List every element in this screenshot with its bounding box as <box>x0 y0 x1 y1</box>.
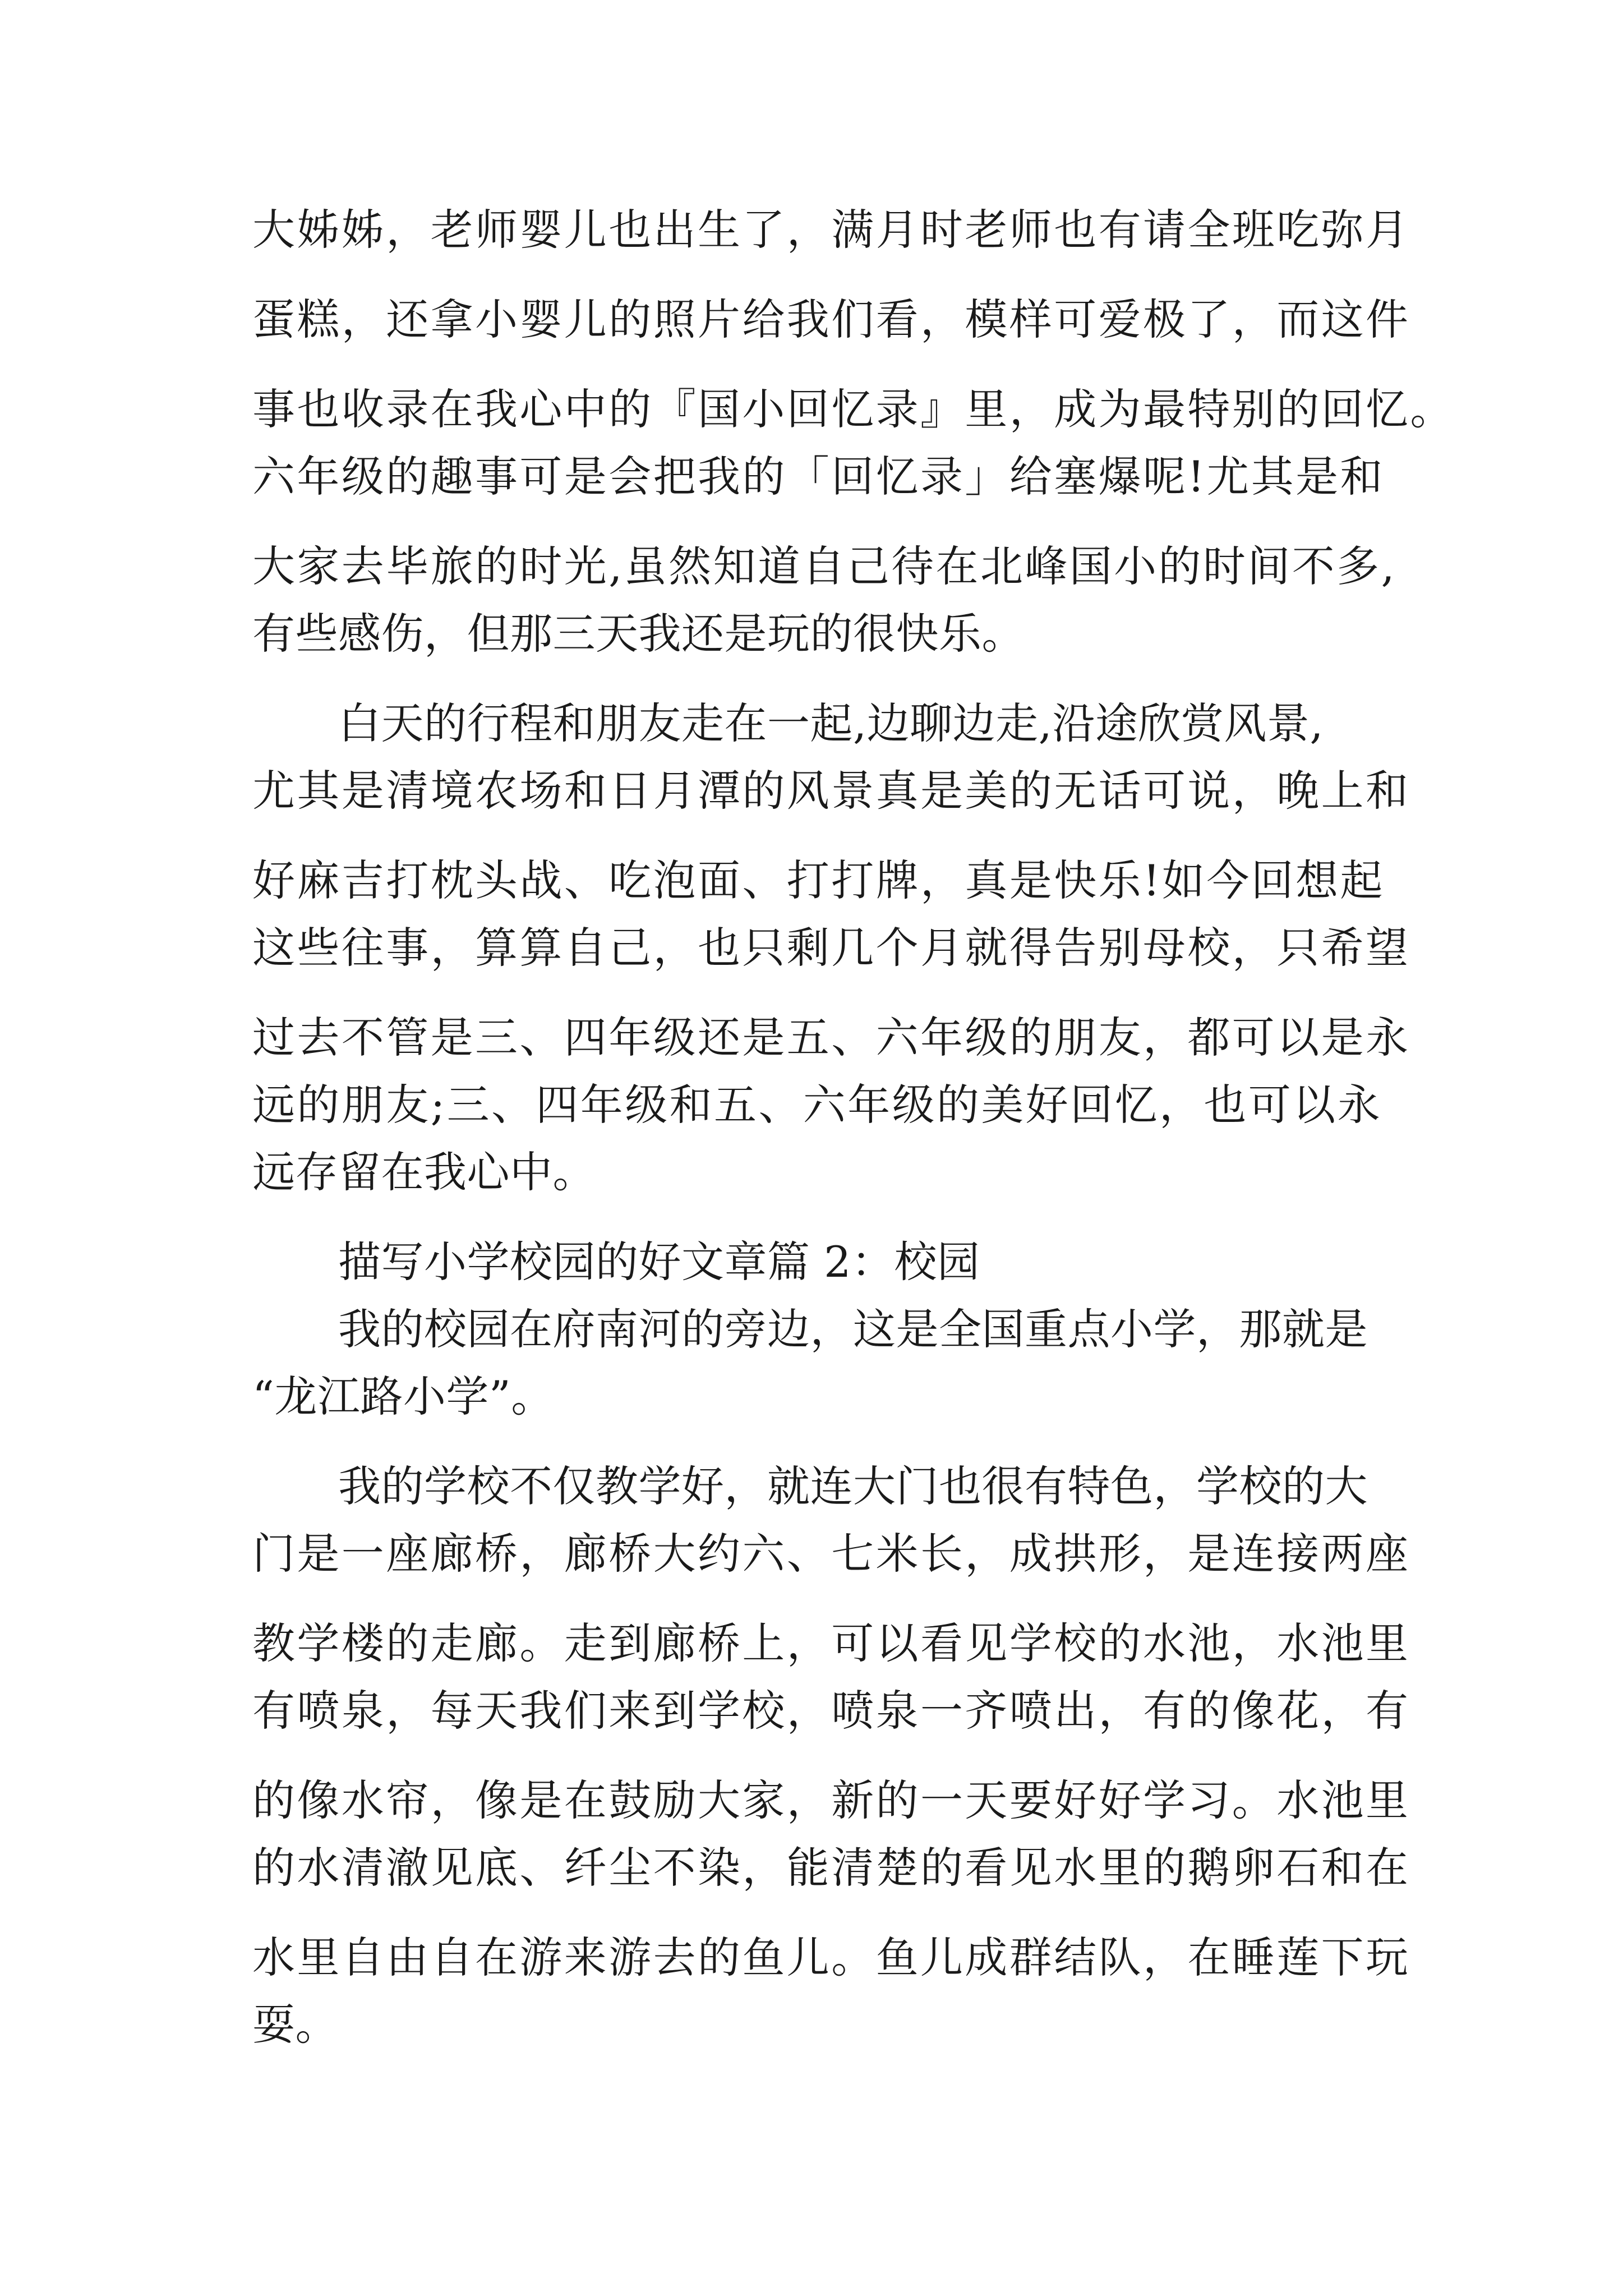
text-line: 的水清澈见底、纤尘不染，能清楚的看见水里的鹅卵石和在 <box>252 1843 1410 1893</box>
text-line: 这些往事，算算自己，也只剩几个月就得告别母校，只希望 <box>252 923 1410 973</box>
text-line: 的像水帘，像是在鼓励大家，新的一天要好好学习。水池里 <box>252 1775 1410 1825</box>
text-line: 耍。 <box>252 2000 338 2050</box>
text-line: 水里自由自在游来游去的鱼儿。鱼儿成群结队，在睡莲下玩 <box>252 1932 1410 1982</box>
text-line: 门是一座廊桥，廊桥大约六、七米长，成拱形，是连接两座 <box>252 1529 1410 1579</box>
text-line: 大家去毕旅的时光,虽然知道自己待在北峰国小的时间不多, <box>252 541 1397 591</box>
text-line: 蛋糕，还拿小婴儿的照片给我们看，模样可爱极了，而这件 <box>252 295 1410 344</box>
section-heading: 描写小学校园的好文章篇 2：校园 <box>338 1237 980 1287</box>
text-line: 尤其是清境农场和日月潭的风景真是美的无话可说，晚上和 <box>252 766 1410 816</box>
text-line: 大姊姊，老师婴儿也出生了，满月时老师也有请全班吃弥月 <box>252 205 1410 255</box>
paragraph-first-line: 白天的行程和朋友走在一起,边聊边走,沿途欣赏风景, <box>338 698 1324 748</box>
text-line: 事也收录在我心中的『国小回忆录』里，成为最特别的回忆。 <box>252 384 1455 434</box>
text-line: 有些感伤，但那三天我还是玩的很快乐。 <box>252 609 1025 659</box>
paragraph-first-line: 我的校园在府南河的旁边，这是全国重点小学，那就是 <box>338 1304 1368 1354</box>
text-line: 过去不管是三、四年级还是五、六年级的朋友，都可以是永 <box>252 1013 1410 1062</box>
text-line: 教学楼的走廊。走到廊桥上，可以看见学校的水池，水池里 <box>252 1618 1410 1668</box>
text-line: 远存留在我心中。 <box>252 1147 596 1197</box>
text-line: 有喷泉，每天我们来到学校，喷泉一齐喷出，有的像花，有 <box>252 1686 1410 1736</box>
text-line: “龙江路小学”。 <box>252 1372 554 1421</box>
text-line: 好麻吉打枕头战、吃泡面、打打牌，真是快乐!如今回想起 <box>252 855 1385 905</box>
paragraph-first-line: 我的学校不仅教学好，就连大门也很有特色，学校的大 <box>338 1461 1368 1511</box>
text-line: 远的朋友;三、四年级和五、六年级的美好回忆，也可以永 <box>252 1080 1382 1130</box>
text-line: 六年级的趣事可是会把我的「回忆录」给塞爆呢!尤其是和 <box>252 452 1385 501</box>
